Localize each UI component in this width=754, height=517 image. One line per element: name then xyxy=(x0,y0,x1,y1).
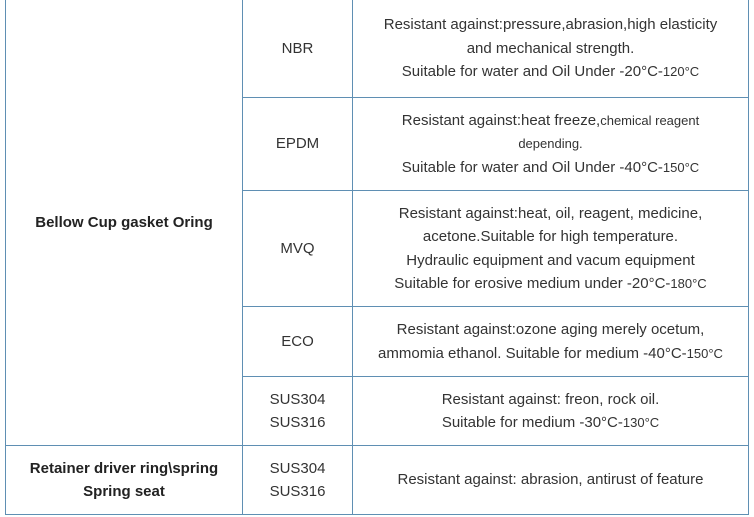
material-name: SUS316 xyxy=(269,483,326,500)
material-cell xyxy=(243,377,353,446)
material-cell xyxy=(243,98,353,191)
material-name: SUS304 xyxy=(269,459,326,477)
description-line: Resistant against:heat, oil, reagent, medicine, xyxy=(398,204,703,222)
description-line: acetone.Suitable for high temperature. xyxy=(422,228,679,245)
material-name: ECO xyxy=(281,332,314,350)
material-name: MVQ xyxy=(280,239,315,257)
material-cell xyxy=(243,307,353,377)
description-line: Suitable for erosive medium under -20°C-180°C xyxy=(394,275,707,292)
description-line: Suitable for medium -30°C-130°C xyxy=(441,414,660,431)
part-cell-bellow-cup xyxy=(6,0,243,446)
description-line: Hydraulic equipment and vacum equipment xyxy=(406,251,695,269)
description-cell xyxy=(353,191,749,307)
description-line: and mechanical strength. xyxy=(466,39,635,57)
description-cell xyxy=(353,0,749,98)
material-name: NBR xyxy=(281,39,314,57)
material-cell xyxy=(243,446,353,515)
description-line: Resistant against:ozone aging merely ocetum, xyxy=(396,321,705,338)
description-cell xyxy=(353,307,749,377)
part-name: Retainer driver ring\spring xyxy=(29,459,219,477)
specification-table xyxy=(5,0,749,515)
description-line: ammomia ethanol. Suitable for medium -40°C-150°C xyxy=(378,344,723,362)
description-cell xyxy=(353,98,749,191)
description-line: Resistant against:heat freeze,chemical reagent xyxy=(401,111,700,129)
description-line: Resistant against: abrasion, antirust of feature xyxy=(397,471,704,489)
material-name: SUS316 xyxy=(269,414,326,431)
description-line: depending. xyxy=(518,136,583,152)
part-name: Spring seat xyxy=(83,483,165,500)
description-line: Suitable for water and Oil Under -20°C-120°C xyxy=(401,63,700,81)
material-cell xyxy=(243,0,353,98)
material-name: SUS304 xyxy=(269,390,326,408)
material-cell xyxy=(243,191,353,307)
table-row xyxy=(6,0,749,98)
table-row xyxy=(6,446,749,515)
description-line: Resistant against:pressure,abrasion,high elasticity xyxy=(383,16,718,34)
part-cell-retainer xyxy=(6,446,243,515)
material-name: EPDM xyxy=(275,135,320,153)
part-name: Bellow Cup gasket Oring xyxy=(35,213,213,231)
description-cell xyxy=(353,377,749,446)
description-cell xyxy=(353,446,749,515)
description-line: Suitable for water and Oil Under -40°C-150°C xyxy=(401,158,700,176)
description-line: Resistant against: freon, rock oil. xyxy=(441,390,660,408)
